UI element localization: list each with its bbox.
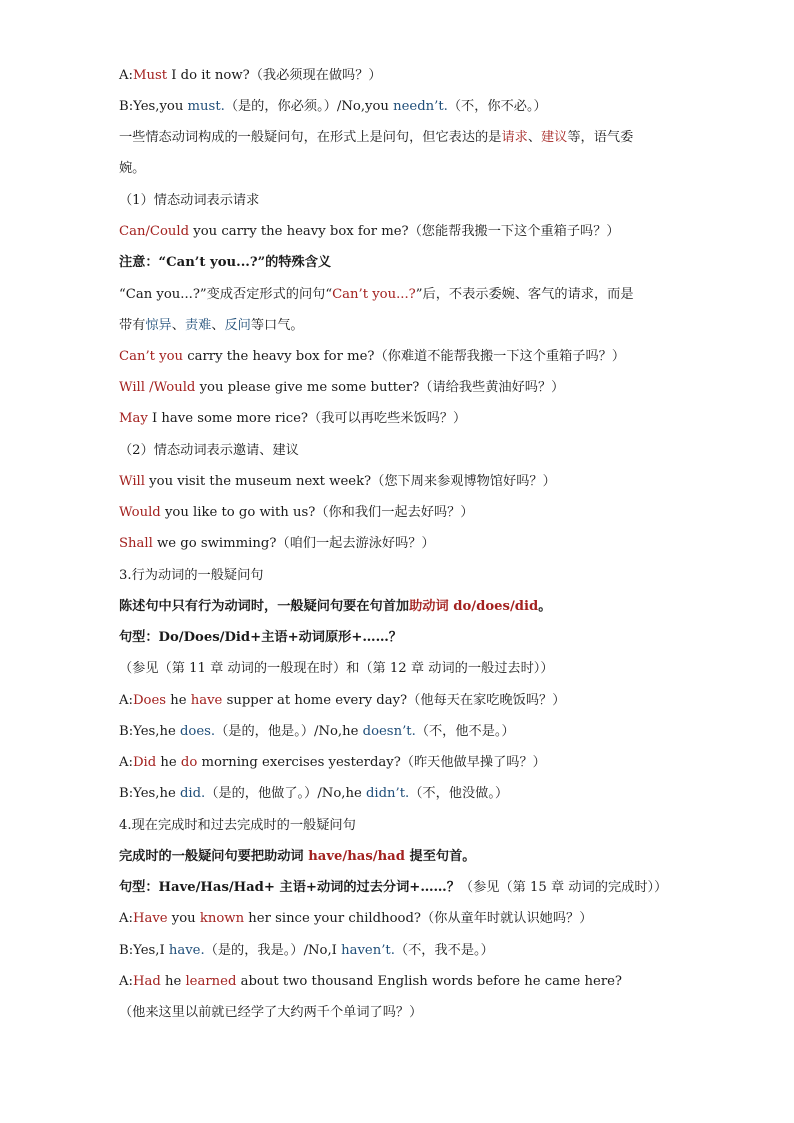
text-line [119, 567, 679, 585]
text-segment: 婉。 [119, 161, 146, 176]
text-segment: B:Yes,you [119, 99, 188, 114]
text-line [119, 98, 679, 116]
text-segment: you like to go with us?（你和我们一起去好吗？） [160, 505, 474, 520]
text-segment: 4.现在完成时和过去完成时的一般疑问句 [119, 818, 356, 833]
text-line [119, 129, 679, 147]
text-segment: Will /Would [119, 380, 196, 395]
text-segment: Can’t you...? [332, 287, 416, 302]
text-line [119, 473, 679, 491]
text-segment: 带有 [119, 318, 146, 333]
text-segment: have [190, 693, 223, 708]
text-segment: you visit the museum next week?（您下周来参观博物馆好吗？） [144, 474, 556, 489]
text-segment: A: [119, 693, 133, 708]
text-line [119, 1004, 679, 1022]
text-line [119, 254, 679, 272]
text-segment: （2）情态动词表示邀请、建议 [119, 443, 299, 458]
text-segment: I do it now?（我必须现在做吗？） [167, 68, 382, 83]
text-segment: must. [187, 99, 225, 114]
text-segment: 请求 [501, 130, 528, 145]
text-segment: （参见（第 15 章 动词的完成时）） [459, 880, 668, 895]
text-line [119, 910, 679, 928]
text-line [119, 223, 679, 241]
text-segment: 等口气。 [250, 318, 304, 333]
text-segment: does. [179, 724, 216, 739]
text-segment: Will [119, 474, 145, 489]
text-segment: 句型：Do/Does/Did+主语+动词原形+……？ [119, 630, 402, 645]
text-line [119, 535, 679, 553]
text-segment: 提至句首。 [404, 849, 476, 864]
text-segment: he [156, 755, 181, 770]
text-segment: known [199, 911, 245, 926]
text-segment: have/has/had [308, 849, 405, 864]
text-segment: Can/Could [119, 224, 190, 239]
text-segment: haven’t. [341, 943, 395, 958]
text-segment: （不，我不是。） [394, 943, 494, 958]
text-segment: 、 [171, 318, 185, 333]
text-segment: （不，你不必。） [447, 99, 547, 114]
text-segment: you [167, 911, 200, 926]
text-segment: have. [168, 943, 205, 958]
text-segment: （是的，你必须。）/No,you [224, 99, 394, 114]
text-segment: A: [119, 68, 133, 83]
text-line [119, 192, 679, 210]
text-segment: you carry the heavy box for me?（您能帮我搬一下这个重箱子吗？） [189, 224, 620, 239]
text-segment: ”后，不表示委婉、客气的请求，而是 [415, 287, 634, 302]
text-segment: （不，他不是。） [415, 724, 515, 739]
text-segment: 反问 [224, 318, 251, 333]
text-segment: A: [119, 911, 133, 926]
text-segment: May [119, 411, 148, 426]
text-segment: B:Yes,he [119, 724, 180, 739]
text-segment: （不，他没做。） [409, 786, 509, 801]
text-segment: doesn’t. [362, 724, 416, 739]
text-line [119, 286, 679, 304]
text-segment: learned [185, 974, 237, 989]
text-segment: her since your childhood?（你从童年时就认识她吗？） [244, 911, 593, 926]
text-segment: （是的，他做了。）/No,he [205, 786, 366, 801]
text-line [119, 348, 679, 366]
text-segment: did. [179, 786, 206, 801]
text-segment: Does [132, 693, 167, 708]
text-segment: 句型：Have/Has/Had+ 主语+动词的过去分词+……？ [119, 880, 460, 895]
text-line [119, 160, 679, 178]
text-line [119, 410, 679, 428]
text-segment: （参见（第 11 章 动词的一般现在时）和（第 12 章 动词的一般过去时）） [119, 661, 554, 676]
text-segment: Had [132, 974, 161, 989]
text-segment: Did [132, 755, 157, 770]
text-segment: didn’t. [365, 786, 410, 801]
text-segment: A: [119, 974, 133, 989]
text-segment: 责难 [184, 318, 212, 333]
text-segment: 等，语气委 [567, 130, 634, 145]
text-segment: （是的，我是。）/No,I [204, 943, 342, 958]
text-line [119, 848, 679, 866]
text-segment: carry the heavy box for me?（你难道不能帮我搬一下这个重箱子吗？） [183, 349, 626, 364]
text-segment: 。 [538, 599, 552, 614]
text-segment: Would [119, 505, 161, 520]
text-line [119, 379, 679, 397]
text-segment: 一些情态动词构成的一般疑问句，在形式上是问句，但它表达的是 [119, 130, 502, 145]
text-segment: 、 [527, 130, 541, 145]
text-line [119, 879, 679, 897]
text-segment: Can’t you [119, 349, 184, 364]
text-segment: Have [132, 911, 168, 926]
text-line [119, 660, 679, 678]
text-segment: 注意：“Can’t you...?”的特殊含义 [119, 255, 332, 270]
text-line [119, 723, 679, 741]
text-segment: Must [132, 68, 168, 83]
text-segment: you please give me some butter?（请给我些黄油好吗？） [195, 380, 565, 395]
text-segment: 、 [211, 318, 225, 333]
text-segment: supper at home every day?（他每天在家吃晚饭吗？） [222, 693, 566, 708]
text-line [119, 598, 679, 616]
text-segment: （1）情态动词表示请求 [119, 193, 260, 208]
text-segment: 完成时的一般疑问句要把助动词 [119, 849, 309, 864]
text-segment: 惊异 [145, 318, 172, 333]
text-segment: “Can you...?”变成否定形式的问句“ [119, 287, 333, 302]
text-segment: he [160, 974, 186, 989]
text-segment: Shall [119, 536, 153, 551]
text-segment: （是的，他是。）/No,he [215, 724, 363, 739]
text-line [119, 504, 679, 522]
text-segment: 助动词 do/does/did [409, 599, 539, 614]
text-segment: 陈述句中只有行为动词时，一般疑问句要在句首加 [119, 599, 410, 614]
text-segment: about two thousand English words before he came here? [236, 974, 622, 989]
text-line [119, 67, 679, 85]
text-segment: I have some more rice?（我可以再吃些米饭吗？） [147, 411, 467, 426]
text-segment: 建议 [541, 130, 568, 145]
text-segment: do [180, 755, 198, 770]
text-segment: we go swimming?（咱们一起去游泳好吗？） [152, 536, 435, 551]
text-line [119, 973, 679, 991]
text-line [119, 317, 679, 335]
text-line [119, 785, 679, 803]
text-segment: 3.行为动词的一般疑问句 [119, 568, 264, 583]
text-segment: morning exercises yesterday?（昨天他做早操了吗？） [197, 755, 546, 770]
text-segment: A: [119, 755, 133, 770]
text-segment: （他来这里以前就已经学了大约两千个单词了吗？） [119, 1005, 423, 1020]
text-line [119, 754, 679, 772]
text-segment: B:Yes,I [119, 943, 169, 958]
text-line [119, 942, 679, 960]
text-line [119, 692, 679, 710]
text-line [119, 629, 679, 647]
text-line [119, 817, 679, 835]
text-segment: needn’t. [393, 99, 448, 114]
text-line [119, 442, 679, 460]
text-segment: he [166, 693, 191, 708]
text-segment: B:Yes,he [119, 786, 180, 801]
